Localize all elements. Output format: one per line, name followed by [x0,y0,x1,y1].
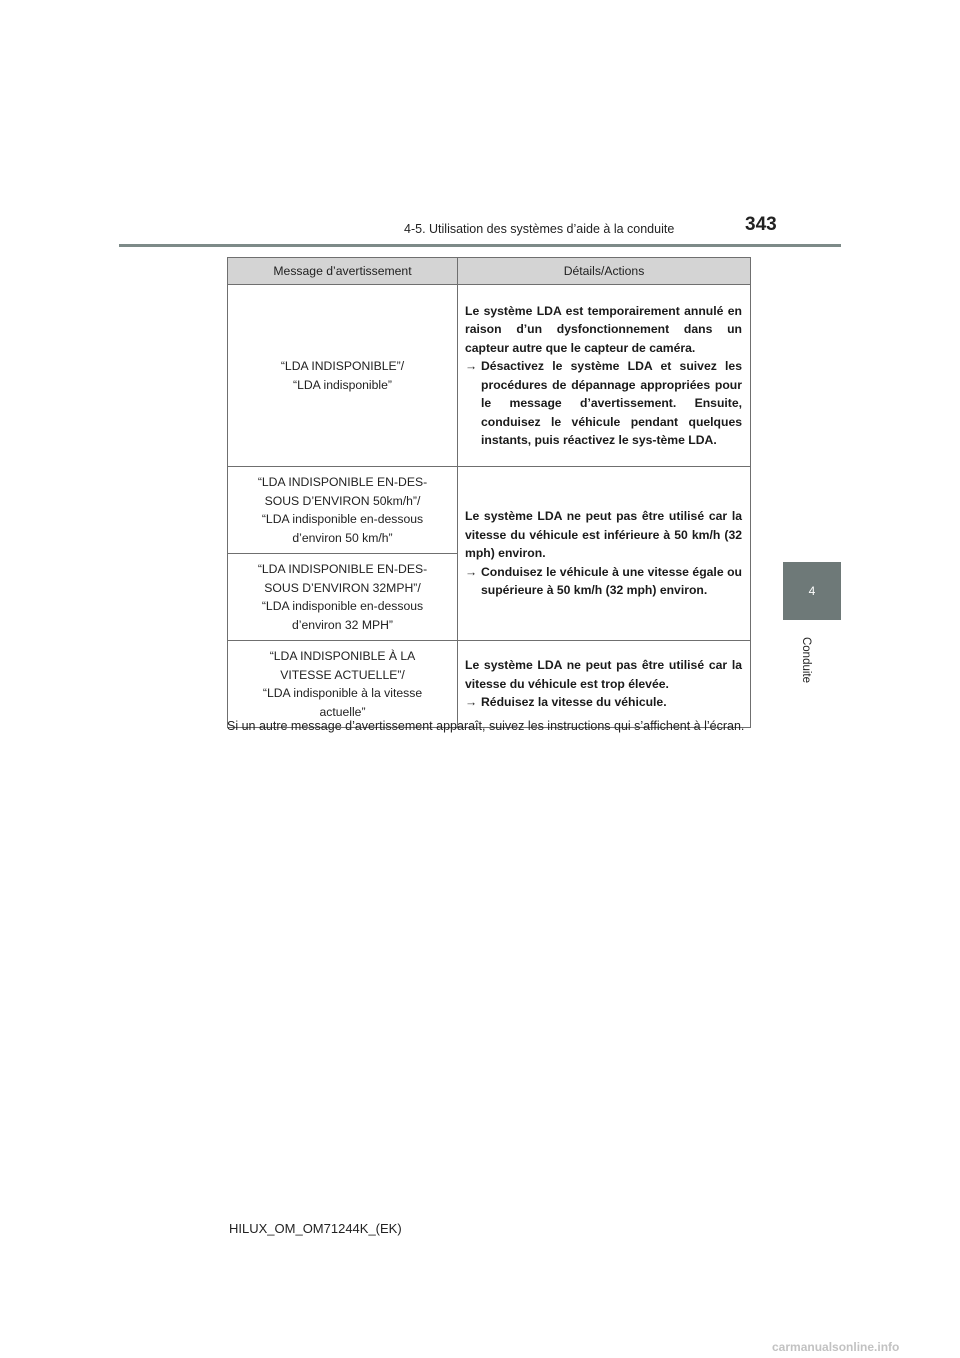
action-item [465,357,742,450]
message-line: actuelle” [319,704,366,719]
action-item [465,693,742,712]
details-cell [458,285,751,467]
message-line: “LDA INDISPONIBLE EN-DES- [257,562,428,576]
page-number: 343 [745,214,777,235]
action-text: Conduisez le véhicule à une vitesse égale ou supérieure à 50 km/h (32 mph) environ. [481,564,742,598]
warning-message-cell [228,554,458,641]
watermark: carmanualsonline.info [772,1340,900,1354]
table-row [228,641,751,728]
message-line: SOUS D’ENVIRON 32MPH”/ [264,580,421,595]
message-line: VITESSE ACTUELLE”/ [280,667,405,682]
column-header-message: Message d’avertissement [228,258,458,285]
chapter-label: Conduite [800,636,812,684]
message-line: “LDA indisponible en-dessous [261,512,424,526]
message-line: “LDA INDISPONIBLE”/ [280,359,405,373]
warning-messages-table [227,257,751,728]
message-line: “LDA INDISPONIBLE EN-DES- [257,475,428,489]
warning-message-cell [228,641,458,728]
message-line: SOUS D’ENVIRON 50km/h”/ [264,493,421,508]
detail-text: Le système LDA est temporairement annulé en raison d’un dysfonctionnement dans un capteur autre que le capteur de caméra. [465,303,742,355]
message-line: “LDA INDISPONIBLE À LA [269,649,416,663]
message-line: d’environ 50 km/h” [292,530,393,545]
message-line: “LDA indisponible à la vitesse [262,686,423,700]
action-text: Désactivez le système LDA et suivez les procédures de dépannage appropriées pour le message d’avertissement. Ensuite, conduisez le véhicule pendant quelques instants, puis réactivez le sys-tème LDA. [481,359,742,447]
arrow-right-icon: → [465,359,478,373]
column-header-details: Détails/Actions [458,258,751,285]
chapter-tab[interactable] [783,562,841,620]
warning-message-cell [228,467,458,554]
section-title: 4-5. Utilisation des systèmes d’aide à la conduite [404,222,675,236]
detail-text: Le système LDA ne peut pas être utilisé car la vitesse du véhicule est trop élevée. [465,658,742,691]
chapter-number: 4 [808,584,816,598]
header-divider [119,244,841,247]
document-code: HILUX_OM_OM71244K_(EK) [229,1221,402,1236]
message-line: “LDA indisponible” [293,377,392,392]
table-header-row [228,258,751,285]
message-line: “LDA indisponible en-dessous [261,599,424,613]
table-row [228,467,751,554]
warning-message-cell [228,285,458,467]
arrow-right-icon: → [465,564,478,579]
message-line: d’environ 32 MPH” [292,617,393,632]
action-text: Réduisez la vitesse du véhicule. [481,695,667,710]
action-item [465,563,742,600]
details-cell [458,641,751,728]
arrow-right-icon: → [465,695,478,710]
footnote-text: Si un autre message d’avertissement apparaît, suivez les instructions qui s’affichent à l’écran. [227,719,745,733]
detail-text: Le système LDA ne peut pas être utilisé car la vitesse du véhicule est inférieure à 50 km/h (32 mph) environ. [465,509,742,561]
details-cell [458,467,751,641]
table-row [228,285,751,467]
